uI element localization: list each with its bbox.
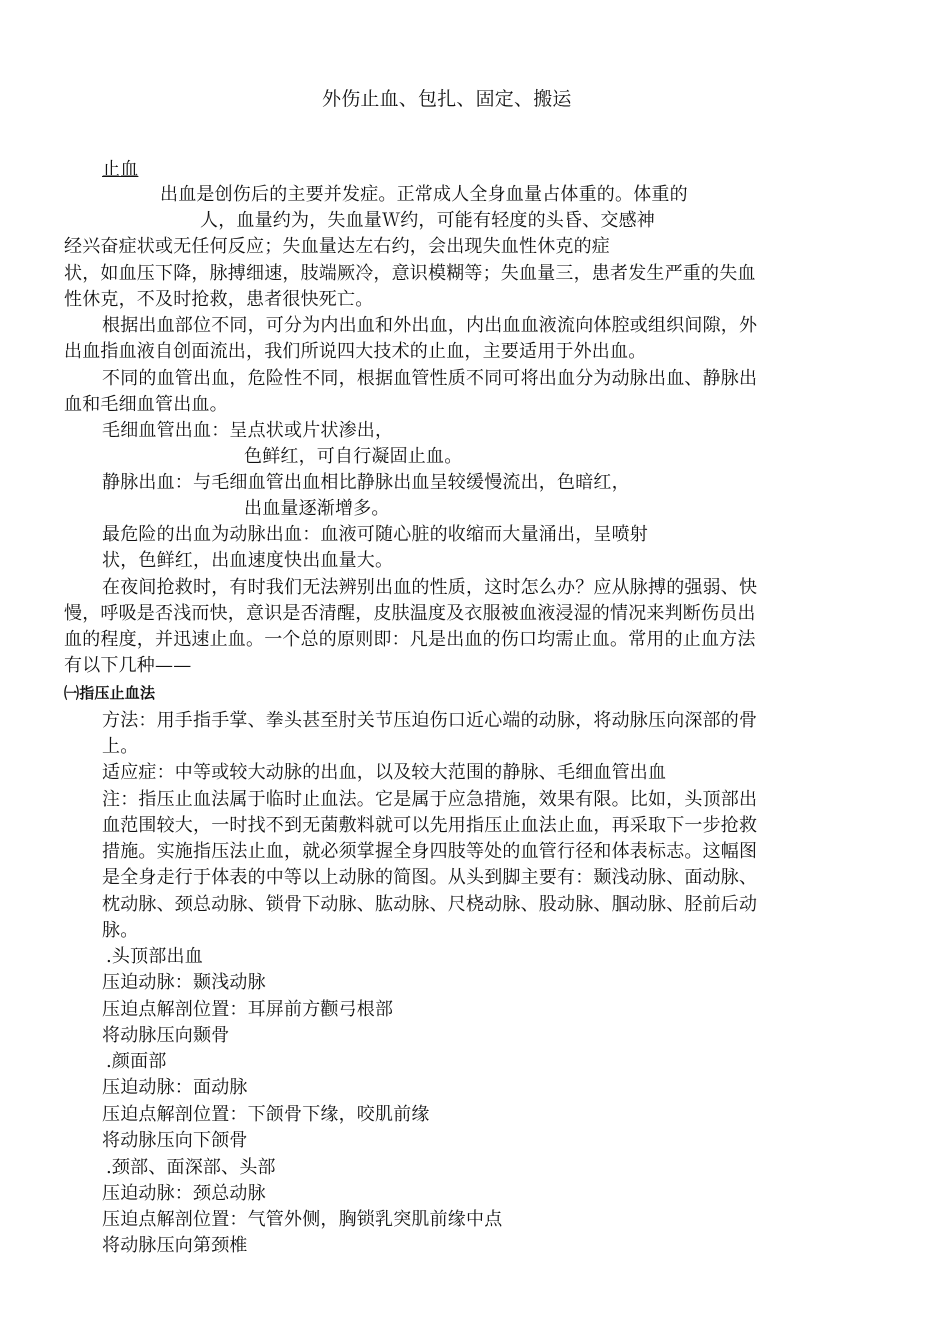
paragraph-line: 状，色鲜红，出血速度快出血量大。 <box>102 550 394 571</box>
site-name: .颈部、面深部、头部 <box>106 1157 276 1178</box>
site-point: 压迫点解剖位置：耳屏前方颧弓根部 <box>102 999 394 1020</box>
site-press: 将动脉压向第颈椎 <box>102 1235 248 1256</box>
paragraph-line: 静脉出血：与毛细血管出血相比静脉出血呈较缓慢流出，色暗红， <box>102 472 630 493</box>
site-artery: 压迫动脉：颞浅动脉 <box>102 972 266 993</box>
paragraph-line: 不同的血管出血，危险性不同，根据血管性质不同可将出血分为动脉出血、静脉出 <box>102 368 758 389</box>
paragraph-line: 适应症：中等或较大动脉的出血，以及较大范围的静脉、毛细血管出血 <box>102 762 667 783</box>
paragraph-line: 出血指血液自创面流出，我们所说四大技术的止血，主要适用于外出血。 <box>64 341 647 362</box>
paragraph-line: 状，如血压下降，脉搏细速，肢端厥冷，意识模糊等；失血量三，患者发生严重的失血 <box>64 263 756 284</box>
section-heading: 止血 <box>102 159 139 180</box>
paragraph-line: 血的程度，并迅速止血。一个总的原则即：凡是出血的伤口均需止血。常用的止血方法 <box>64 629 756 650</box>
paragraph-line: 出血量逐渐增多。 <box>244 498 390 519</box>
paragraph-line: 根据出血部位不同，可分为内出血和外出血，内出血血液流向体腔或组织间隙，外 <box>102 315 758 336</box>
paragraph-line: 性休克，不及时抢救，患者很快死亡。 <box>64 289 374 310</box>
paragraph-line: 出血是创伤后的主要并发症。正常成人全身血量占体重的。体重的 <box>160 184 688 205</box>
site-name: .颜面部 <box>106 1051 167 1072</box>
site-point: 压迫点解剖位置：气管外侧，胸锁乳突肌前缘中点 <box>102 1209 503 1230</box>
site-press: 将动脉压向颞骨 <box>102 1025 230 1046</box>
site-point: 压迫点解剖位置：下颌骨下缘，咬肌前缘 <box>102 1104 430 1125</box>
paragraph-line: 上。 <box>102 736 139 757</box>
paragraph-line: 色鲜红，可自行凝固止血。 <box>244 446 463 467</box>
paragraph-line: 有以下几种—— <box>64 655 192 676</box>
paragraph-line: 慢，呼吸是否浅而快，意识是否清醒，皮肤温度及衣服被血液浸湿的情况来判断伤员出 <box>64 603 756 624</box>
paragraph-line: 枕动脉、颈总动脉、锁骨下动脉、肱动脉、尺桡动脉、股动脉、腘动脉、胫前后动 <box>102 894 758 915</box>
site-press: 将动脉压向下颌骨 <box>102 1130 248 1151</box>
site-name: .头顶部出血 <box>106 946 203 967</box>
paragraph-line: 措施。实施指压法止血，就必须掌握全身四肢等处的血管行径和体表标志。这幅图 <box>102 841 758 862</box>
site-artery: 压迫动脉：颈总动脉 <box>102 1183 266 1204</box>
document-title: 外伤止血、包扎、固定、搬运 <box>322 88 572 110</box>
site-artery: 压迫动脉：面动脉 <box>102 1077 248 1098</box>
paragraph-line: 方法：用手指手掌、拳头甚至肘关节压迫伤口近心端的动脉，将动脉压向深部的骨 <box>102 710 758 731</box>
method-heading: ㈠指压止血法 <box>64 684 156 702</box>
paragraph-line: 血范围较大，一时找不到无菌敷料就可以先用指压止血法止血，再采取下一步抢救 <box>102 815 758 836</box>
paragraph-line: 经兴奋症状或无任何反应；失血量达左右约，会出现失血性休克的症 <box>64 236 610 257</box>
paragraph-line: 脉。 <box>102 920 139 941</box>
paragraph-line: 最危险的出血为动脉出血：血液可随心脏的收缩而大量涌出，呈喷射 <box>102 524 648 545</box>
paragraph-line: 血和毛细血管出血。 <box>64 394 228 415</box>
paragraph-line: 注：指压止血法属于临时止血法。它是属于应急措施，效果有限。比如，头顶部出 <box>102 789 758 810</box>
paragraph-line: 人，血量约为，失血量Ｗ约，可能有轻度的头昏、交感神 <box>200 210 655 231</box>
paragraph-line: 毛细血管出血：呈点状或片状渗出， <box>102 420 394 441</box>
paragraph-line: 在夜间抢救时，有时我们无法辨别出血的性质，这时怎么办？应从脉搏的强弱、快 <box>102 577 758 598</box>
paragraph-line: 是全身走行于体表的中等以上动脉的简图。从头到脚主要有：颞浅动脉、面动脉、 <box>102 867 758 888</box>
